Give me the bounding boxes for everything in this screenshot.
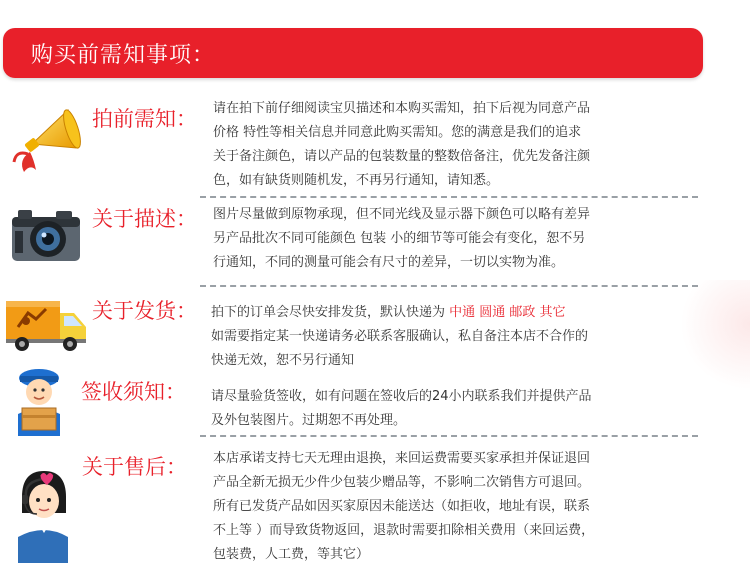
shipping-default-carrier-label: 拍下的订单会尽快安排发货，默认快递为 xyxy=(211,305,450,320)
section-text-receipt xyxy=(211,385,731,433)
text-line: 如需要指定某一快递请务必联系客服确认，私自备注本店不合作的 xyxy=(211,329,589,344)
section-title-before-purchase: 拍前需知： xyxy=(92,107,197,131)
section-description xyxy=(0,203,750,293)
text-line: 包装费，人工费，等其它） xyxy=(213,547,370,562)
section-title-description: 关于描述： xyxy=(92,207,197,231)
section-text-after-sales xyxy=(213,447,733,567)
text-line: 产品全新无损无少件少包装少赠品等，不影响二次销售方可退回。 xyxy=(213,475,591,490)
text-line: 快递无效，恕不另行通知 xyxy=(211,353,355,368)
text-line: 另产品批次不同可能颜色 包装 小的细节等可能会有变化，恕不另 xyxy=(213,231,586,246)
section-title-shipping: 关于发货： xyxy=(92,299,197,323)
text-line: 及外包装图片。过期恕不再处理。 xyxy=(211,413,407,428)
section-receipt xyxy=(0,373,750,443)
notice-header-banner xyxy=(3,28,703,78)
text-line: 行通知，不同的测量可能会有尺寸的差异，一切以实物为准。 xyxy=(213,255,565,270)
text-line: 本店承诺支持七天无理由退换，来回运费需要买家承担并保证退回 xyxy=(213,451,591,466)
section-text-before-purchase xyxy=(213,97,733,193)
carrier-list: 中通 圆通 邮政 其它 xyxy=(449,305,566,320)
courier-with-box-icon xyxy=(8,368,70,436)
text-line: 色，如有缺货则随机发，不再另行通知，请知悉。 xyxy=(213,173,500,188)
section-text-shipping xyxy=(211,301,731,373)
section-title-after-sales: 关于售后： xyxy=(82,455,187,479)
text-line: 请尽量验货签收，如有问题在签收后的24小内联系我们并提供产品 xyxy=(211,389,592,404)
text-line: 图片尽量做到原物承现，但不同光线及显示器下颜色可以略有差异 xyxy=(213,207,591,222)
delivery-truck-icon xyxy=(6,297,88,353)
text-line: 请在拍下前仔细阅读宝贝描述和本购买需知，拍下后视为同意产品 xyxy=(213,101,591,116)
dashed-divider xyxy=(200,435,698,437)
camera-icon xyxy=(10,205,82,265)
text-line: 价格 特性等相关信息并同意此购买需知。您的满意是我们的追求 xyxy=(213,125,582,140)
section-before-purchase xyxy=(0,95,750,200)
dashed-divider xyxy=(200,196,698,198)
text-line: 不上等 ）而导致货物返回，退款时需要扣除相关费用（来回运费， xyxy=(213,523,595,538)
page-title: 购买前需知事项： xyxy=(31,43,216,68)
section-text-description xyxy=(213,203,733,275)
megaphone-icon xyxy=(10,100,82,180)
dashed-divider xyxy=(200,285,698,287)
text-line: 关于备注颜色，请以产品的包装数量的整数倍备注，优先发备注颜 xyxy=(213,149,591,164)
section-shipping xyxy=(0,293,750,373)
section-after-sales xyxy=(0,447,750,577)
text-line xyxy=(211,301,731,325)
section-title-receipt: 签收须知： xyxy=(81,380,186,404)
text-line: 所有已发货产品如因买家原因未能送达（如拒收，地址有误，联系 xyxy=(213,499,591,514)
customer-service-agent-icon xyxy=(8,467,72,563)
